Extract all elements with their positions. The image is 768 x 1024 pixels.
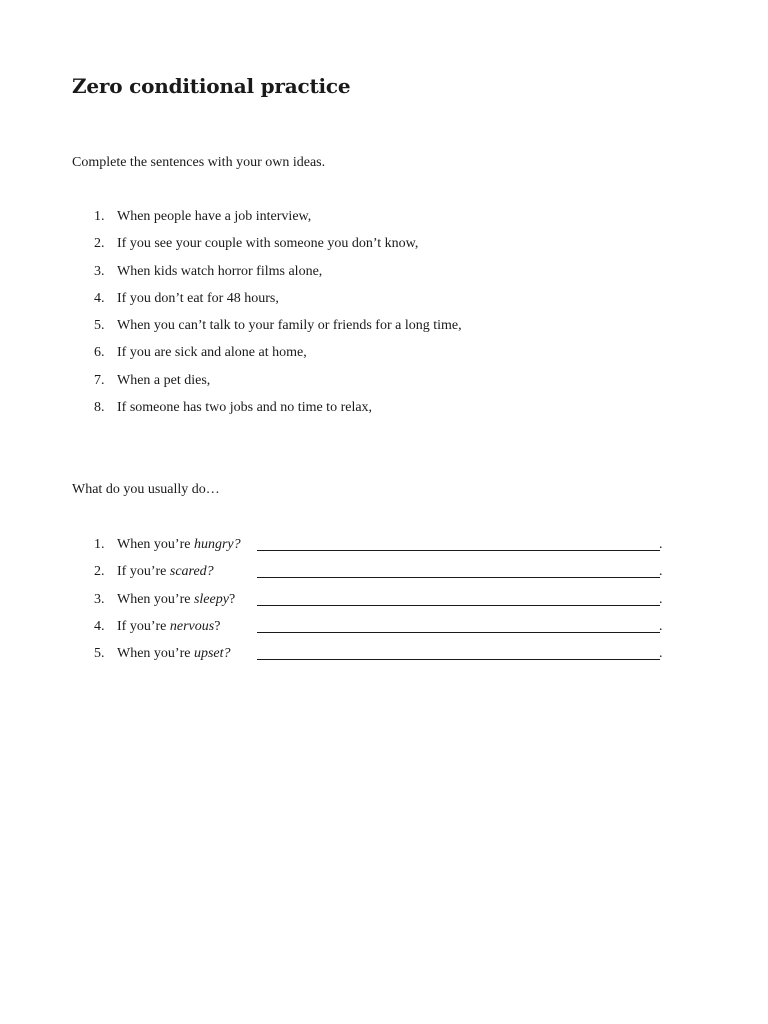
item-number: 5.: [94, 646, 105, 662]
answer-line[interactable]: [257, 605, 660, 606]
question-emphasis: upset?: [193, 646, 231, 662]
item-text: When people have a job interview,: [117, 209, 312, 224]
part1-instruction: Complete the sentences with your own ideas.: [72, 155, 326, 170]
item-number: 4.: [94, 290, 105, 306]
item-question: [117, 619, 220, 635]
item-number: 1.: [94, 537, 105, 552]
item-number: 5.: [94, 318, 105, 334]
item-number: 7.: [94, 372, 105, 388]
answer-period: .: [659, 646, 663, 662]
item-question: [117, 537, 241, 553]
answer-line[interactable]: [257, 659, 660, 660]
question-prefix: If you’re: [117, 618, 170, 634]
question-emphasis: scared?: [169, 564, 214, 580]
item-text: If you don’t eat for 48 hours,: [117, 290, 279, 306]
answer-period: .: [659, 564, 663, 580]
question-emphasis: hungry?: [193, 537, 241, 552]
answer-period: .: [659, 537, 663, 552]
answer-line[interactable]: [257, 550, 660, 551]
question-emphasis: nervous: [169, 618, 215, 634]
item-question: [117, 564, 214, 580]
item-question: [117, 646, 231, 662]
answer-period: .: [659, 591, 663, 607]
item-number: 2.: [94, 564, 105, 580]
question-prefix: When you’re: [117, 646, 194, 662]
answer-line[interactable]: [257, 632, 660, 633]
item-text: If someone has two jobs and no time to relax,: [117, 400, 373, 416]
page-title: Zero conditional practice: [72, 74, 351, 98]
item-number: 4.: [94, 618, 105, 634]
item-text: If you are sick and alone at home,: [117, 345, 307, 361]
item-text: When a pet dies,: [117, 372, 211, 388]
answer-period: .: [659, 618, 663, 634]
item-number: 3.: [94, 263, 105, 279]
question-suffix: ?: [214, 618, 221, 634]
item-question: [117, 592, 235, 608]
item-number: 3.: [94, 591, 105, 607]
question-emphasis: sleepy: [193, 591, 229, 607]
item-number: 1.: [94, 209, 105, 224]
question-prefix: If you’re: [117, 564, 170, 580]
answer-line[interactable]: [257, 577, 660, 578]
item-text: When you can’t talk to your family or friends for a long time,: [117, 318, 462, 334]
item-text: If you see your couple with someone you don’t know,: [117, 236, 419, 252]
part2-instruction: What do you usually do…: [72, 482, 220, 497]
item-text: When kids watch horror films alone,: [117, 263, 323, 279]
question-prefix: When you’re: [117, 537, 194, 552]
item-number: 8.: [94, 400, 105, 416]
question-suffix: ?: [228, 591, 236, 607]
question-prefix: When you’re: [117, 591, 194, 607]
item-number: 2.: [94, 236, 105, 252]
item-number: 6.: [94, 345, 105, 361]
